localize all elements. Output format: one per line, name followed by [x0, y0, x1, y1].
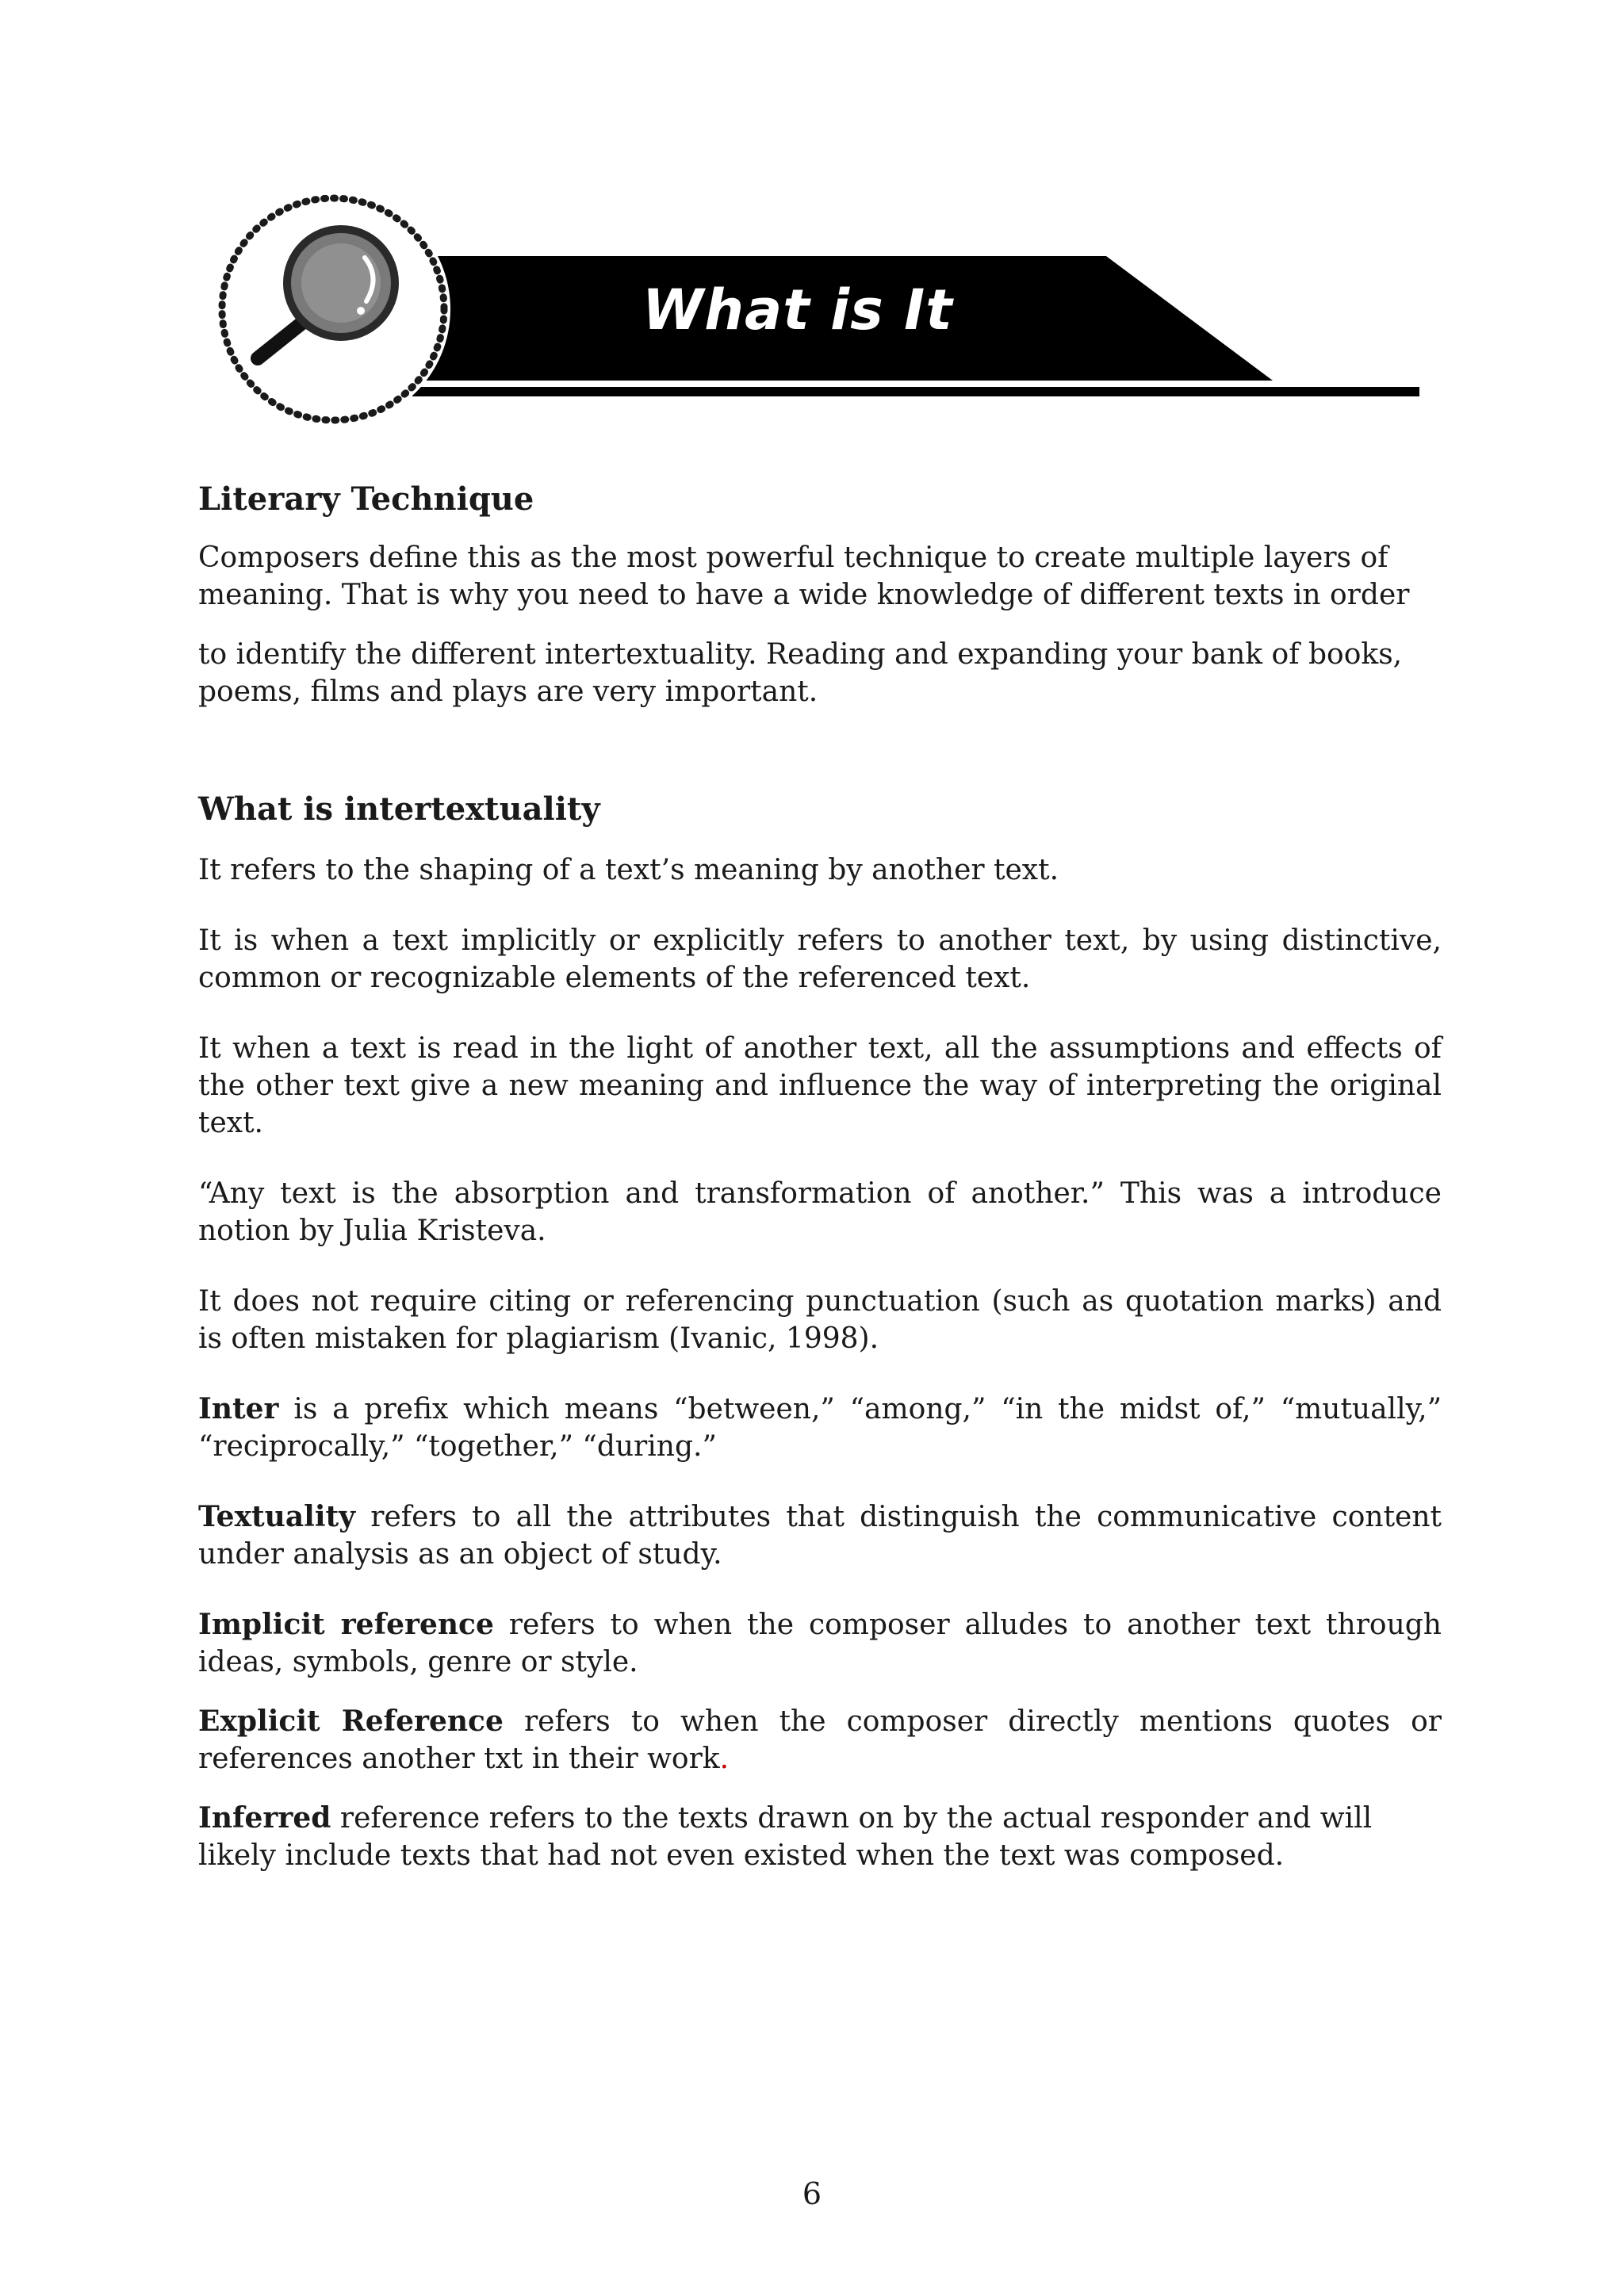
implicit-reference-definition [198, 1606, 1442, 1681]
inter-term: Inter [198, 1392, 279, 1425]
section-banner [214, 190, 1419, 436]
inferred-reference-definition-text: reference refers to the texts drawn on by the actual responder and will likely include texts that had not even existed when the text was composed. [198, 1802, 1373, 1872]
page-number: 6 [802, 2176, 822, 2211]
explicit-reference-term: Explicit Reference [198, 1705, 504, 1738]
inferred-reference-term: Inferred [198, 1801, 331, 1835]
implicit-reference-definition-text: refers to when the composer alludes to another text through ideas, symbols, genre or style. [198, 1609, 1442, 1678]
literary-paragraph-1: Composers define this as the most powerful technique to create multiple layers of meaning. That is why you need to have a wide knowledge of different texts in order [198, 541, 1410, 611]
textuality-definition-text: refers to all the attributes that distinguish the communicative content under analysis as an object of study. [198, 1501, 1442, 1571]
inter-definition [198, 1391, 1442, 1465]
literary-paragraph-2: to identify the different intertextuality. Reading and expanding your bank of books, poems, films and plays are very important. [198, 638, 1403, 708]
explicit-reference-period: . [719, 1743, 730, 1775]
explicit-reference-definition-text: refers to when the composer directly mentions quotes or references another txt in their work [198, 1705, 1442, 1775]
main-content [198, 480, 1442, 1874]
inter-definition-text: is a prefix which means “between,” “among,” “in the midst of,” “mutually,” “reciprocally,” “together,” “during.” [198, 1393, 1442, 1463]
kristeva-quote-paragraph: “Any text is the absorption and transformation of another.” This was a introduce notion by Julia Kristeva. [198, 1177, 1442, 1247]
literary-technique-heading: Literary Technique [198, 480, 534, 518]
textuality-definition [198, 1498, 1442, 1573]
banner-title: What is It [642, 277, 953, 342]
explicit-reference-definition [198, 1703, 1442, 1777]
intertextuality-heading: What is intertextuality [198, 790, 600, 828]
inferred-reference-definition [198, 1800, 1442, 1874]
intertextuality-paragraph-3: It when a text is read in the light of another text, all the assumptions and effects of the other text give a new meaning and influence the way of interpreting the original text. [198, 1032, 1442, 1139]
textuality-term: Textuality [198, 1500, 356, 1533]
plagiarism-paragraph: It does not require citing or referencing punctuation (such as quotation marks) and is often mistaken for plagiarism (Ivanic, 1998). [198, 1285, 1442, 1355]
intertextuality-paragraph-2: It is when a text implicitly or explicitly refers to another text, by using distinctive, common or recognizable elements of the referenced text. [198, 924, 1442, 994]
implicit-reference-term: Implicit reference [198, 1608, 494, 1641]
intertextuality-paragraph-1: It refers to the shaping of a text’s meaning by another text. [198, 854, 1059, 886]
